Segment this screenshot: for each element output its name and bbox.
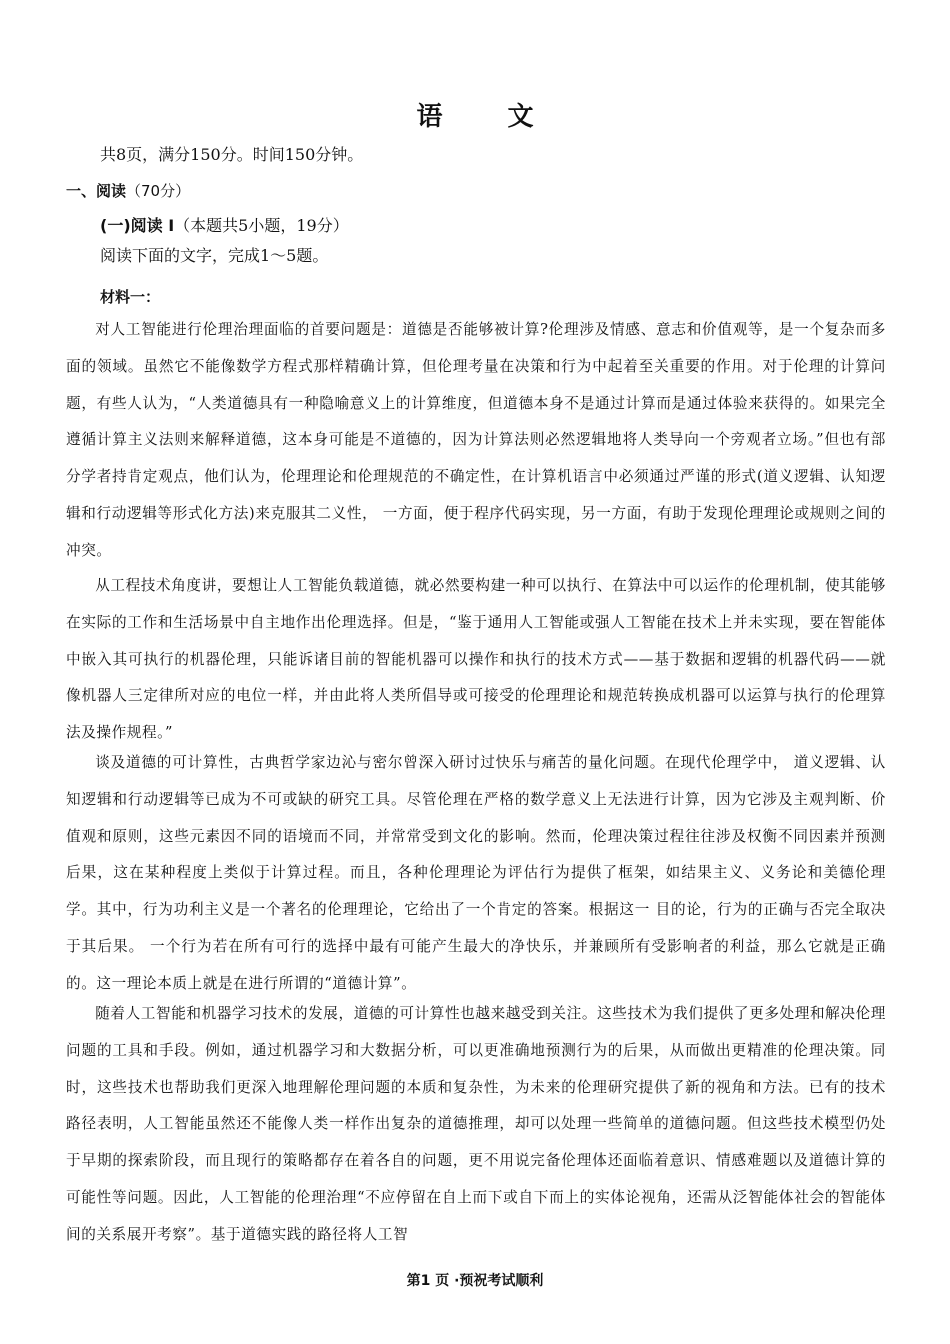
paragraph-block	[66, 568, 886, 752]
subsection-heading	[100, 213, 349, 236]
section-label: 一、阅读	[66, 182, 127, 200]
paragraph-block	[66, 312, 886, 570]
paragraph: 从工程技术角度讲，要想让人工智能负载道德，就必然要构建一种可以执行、在算法中可以运作的伦理机制，使其能够在实际的工作和生活场景中自主地作出伦理选择。但是，“鉴于通用人工智能或强人工智能在技术上并未实现，要在智能体中嵌入其可执行的机器伦理，只能诉诸目前的智能机器可以操作和执行的技术方式——基于数据和逻辑的机器代码——就像机器人三定律所对应的电位一样，并由此将人类所倡导或可接受的伦理理论和规范转换成机器可以运算与执行的伦理算法及操作规程。”	[66, 577, 886, 742]
page-title: 语 文	[416, 102, 562, 132]
paragraph: 随着人工智能和机器学习技术的发展，道德的可计算性也越来越受到关注。这些技术为我们提供了更多处理和解决伦理问题的工具和手段。例如，通过机器学习和大数据分析，可以更准确地预测行为的后果，从而做出更精准的伦理决策。同时，这些技术也帮助我们更深入地理解伦理问题的本质和复杂性，为未来的伦理研究提供了新的视角和方法。已有的技术路径表明，人工智能虽然还不能像人类一样作出复杂的道德推理，却可以处理一些简单的道德问题。但这些技术模型仍处于早期的探索阶段，而且现行的策略都存在着各自的问题，更不用说完备伦理体还面临着意识、情感难题以及道德计算的可能性等问题。因此，人工智能的伦理治理“不应停留在自上而下或自下而上的实体论视角，还需从泛智能体社会的智能体间的关系展开考察”。基于道德实践的路径将人工智	[66, 1005, 886, 1243]
subsection-label: (一)阅读 I	[100, 216, 175, 235]
section-heading	[66, 180, 190, 201]
paragraph-block	[66, 745, 886, 1003]
section-points: （70分）	[126, 182, 191, 200]
subsection-detail: （本题共5小题，19分）	[174, 216, 349, 235]
page-footer: 第1 页 ·预祝考试顺利	[406, 1273, 544, 1289]
paragraph: 谈及道德的可计算性，古典哲学家边沁与密尔曾深入研讨过快乐与痛苦的量化问题。在现代伦理学中， 道义逻辑、认知逻辑和行动逻辑等已成为不可或缺的研究工具。尽管伦理在严格的数学意义上无法进行计算，因为它涉及主观判断、价值观和原则，这些元素因不同的语境而不同，并常常受到文化的影响。然而，伦理决策过程往往涉及权衡不同因素并预测后果，这在某种程度上类似于计算过程。而且，各种伦理理论为评估行为提供了框架，如结果主义、义务论和美德伦理学。其中，行为功利主义是一个著名的伦理理论，它给出了一个肯定的答案。根据这一 目的论，行为的正确与否完全取决于其后果。 一个行为若在所有可行的选择中最有可能产生最大的净快乐，并兼顾所有受影响者的利益，那么它就是正确的。这一理论本质上就是在进行所谓的“道德计算”。	[66, 754, 886, 992]
paragraph: 对人工智能进行伦理治理面临的首要问题是：道德是否能够被计算?伦理涉及情感、意志和价值观等，是一个复杂而多面的领域。虽然它不能像数学方程式那样精确计算，但伦理考量在决策和行为中起着至关重要的作用。对于伦理的计算问题，有些人认为，“人类道德具有一种隐喻意义上的计算维度，但道德本身不是通过计算而是通过体验来获得的。如果完全遵循计算主义法则来解释道德，这本身可能是不道德的，因为计算法则必然逻辑地将人类导向一个旁观者立场。”但也有部分学者持肯定观点，他们认为，伦理理论和伦理规范的不确定性，在计算机语言中必须通过严谨的形式(道义逻辑、认知逻辑和行动逻辑等形式化方法)来克服其二义性， 一方面，便于程序代码实现，另一方面，有助于发现伦理理论或规则之间的冲突。	[66, 321, 886, 559]
paragraph-block	[66, 996, 886, 1254]
reading-instruction: 阅读下面的文字，完成1～5题。	[100, 246, 329, 265]
exam-info: 共8页，满分150分。时间150分钟。	[100, 145, 364, 164]
material-label: 材料一：	[100, 288, 161, 306]
